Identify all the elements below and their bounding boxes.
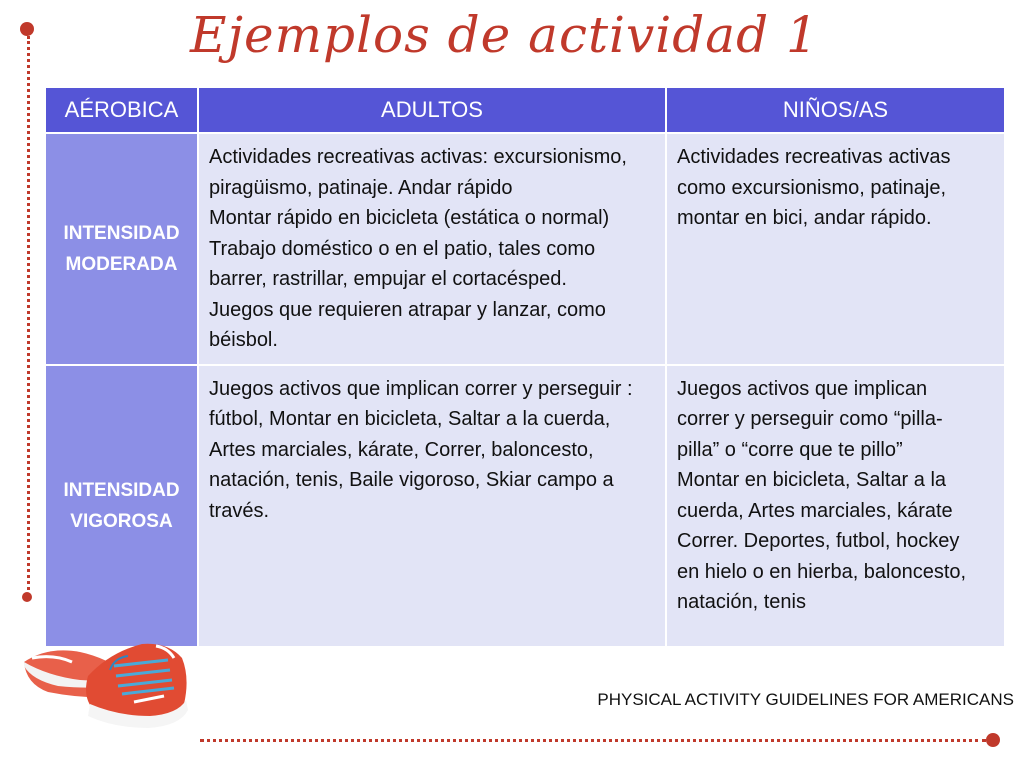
- cell-text-line: fútbol, Montar en bicicleta, Saltar a la cuerda,: [209, 408, 611, 430]
- cell-ninos-moderada: [666, 133, 1005, 365]
- border-dot-top: [20, 22, 34, 36]
- table-row-vigorosa: [45, 365, 1005, 647]
- cell-text-line: pilla” o “corre que te pillo”: [677, 438, 903, 461]
- row-label-line: INTENSIDAD: [63, 222, 180, 244]
- activity-table: [44, 86, 1006, 648]
- cell-text-line: Juegos activos que implican correr y perseguir :: [209, 377, 633, 400]
- row-label-line: VIGOROSA: [70, 510, 173, 532]
- cell-text-line: Trabajo doméstico o en el patio, tales como: [209, 237, 596, 260]
- cell-text-line: piragüismo, patinaje. Andar rápido: [209, 176, 513, 199]
- cell-text-line: como excursionismo, patinaje,: [677, 176, 947, 199]
- page-title: Ejemplos de actividad 1: [190, 6, 819, 64]
- row-label-vigorosa: [45, 365, 198, 647]
- cell-ninos-vigorosa: [666, 365, 1005, 647]
- row-label-moderada: [45, 133, 198, 365]
- cell-text-line: Juegos que requieren atrapar y lanzar, como: [209, 298, 606, 321]
- cell-adultos-vigorosa: [198, 365, 666, 647]
- header-ninos: NIÑOS/AS: [666, 87, 1005, 133]
- header-adultos: ADULTOS: [198, 87, 666, 133]
- cell-text-line: Actividades recreativas activas: excursionismo,: [209, 146, 627, 168]
- cell-text-line: en hielo o en hierba, baloncesto,: [677, 560, 967, 583]
- row-label-line: INTENSIDAD: [63, 479, 180, 501]
- cell-text-line: Montar en bicicleta, Saltar a la: [677, 469, 947, 491]
- table-row-moderada: [45, 133, 1005, 365]
- cell-text-line: Montar rápido en bicicleta (estática o normal): [209, 207, 610, 229]
- cell-text-line: Actividades recreativas activas: [677, 146, 951, 168]
- cell-text-line: béisbol.: [209, 329, 278, 351]
- border-dot-right: [986, 733, 1000, 747]
- cell-text-line: montar en bici, andar rápido.: [677, 207, 932, 229]
- cell-text-line: natación, tenis, Baile vigoroso, Skiar campo a: [209, 469, 614, 491]
- cell-text-line: través.: [209, 499, 270, 522]
- cell-text-line: cuerda, Artes marciales, kárate: [677, 499, 953, 522]
- cell-text-line: Correr. Deportes, futbol, hockey: [677, 530, 960, 552]
- cell-text-line: natación, tenis: [677, 591, 806, 613]
- left-dotted-border: [27, 36, 30, 596]
- sneakers-illustration: [18, 636, 194, 732]
- cell-text-line: Juegos activos que implican: [677, 377, 928, 400]
- border-dot-bottom: [22, 592, 32, 602]
- cell-text-line: barrer, rastrillar, empujar el cortacésped.: [209, 268, 567, 290]
- cell-adultos-moderada: [198, 133, 666, 365]
- cell-text-line: Artes marciales, kárate, Correr, baloncesto,: [209, 438, 594, 461]
- header-aerobica: AÉROBICA: [45, 87, 198, 133]
- row-label-line: MODERADA: [65, 253, 178, 275]
- bottom-dotted-border: [200, 739, 986, 742]
- source-caption: PHYSICAL ACTIVITY GUIDELINES FOR AMERICANS: [597, 690, 1014, 709]
- header-row: [45, 87, 1005, 133]
- cell-text-line: correr y perseguir como “pilla-: [677, 408, 943, 430]
